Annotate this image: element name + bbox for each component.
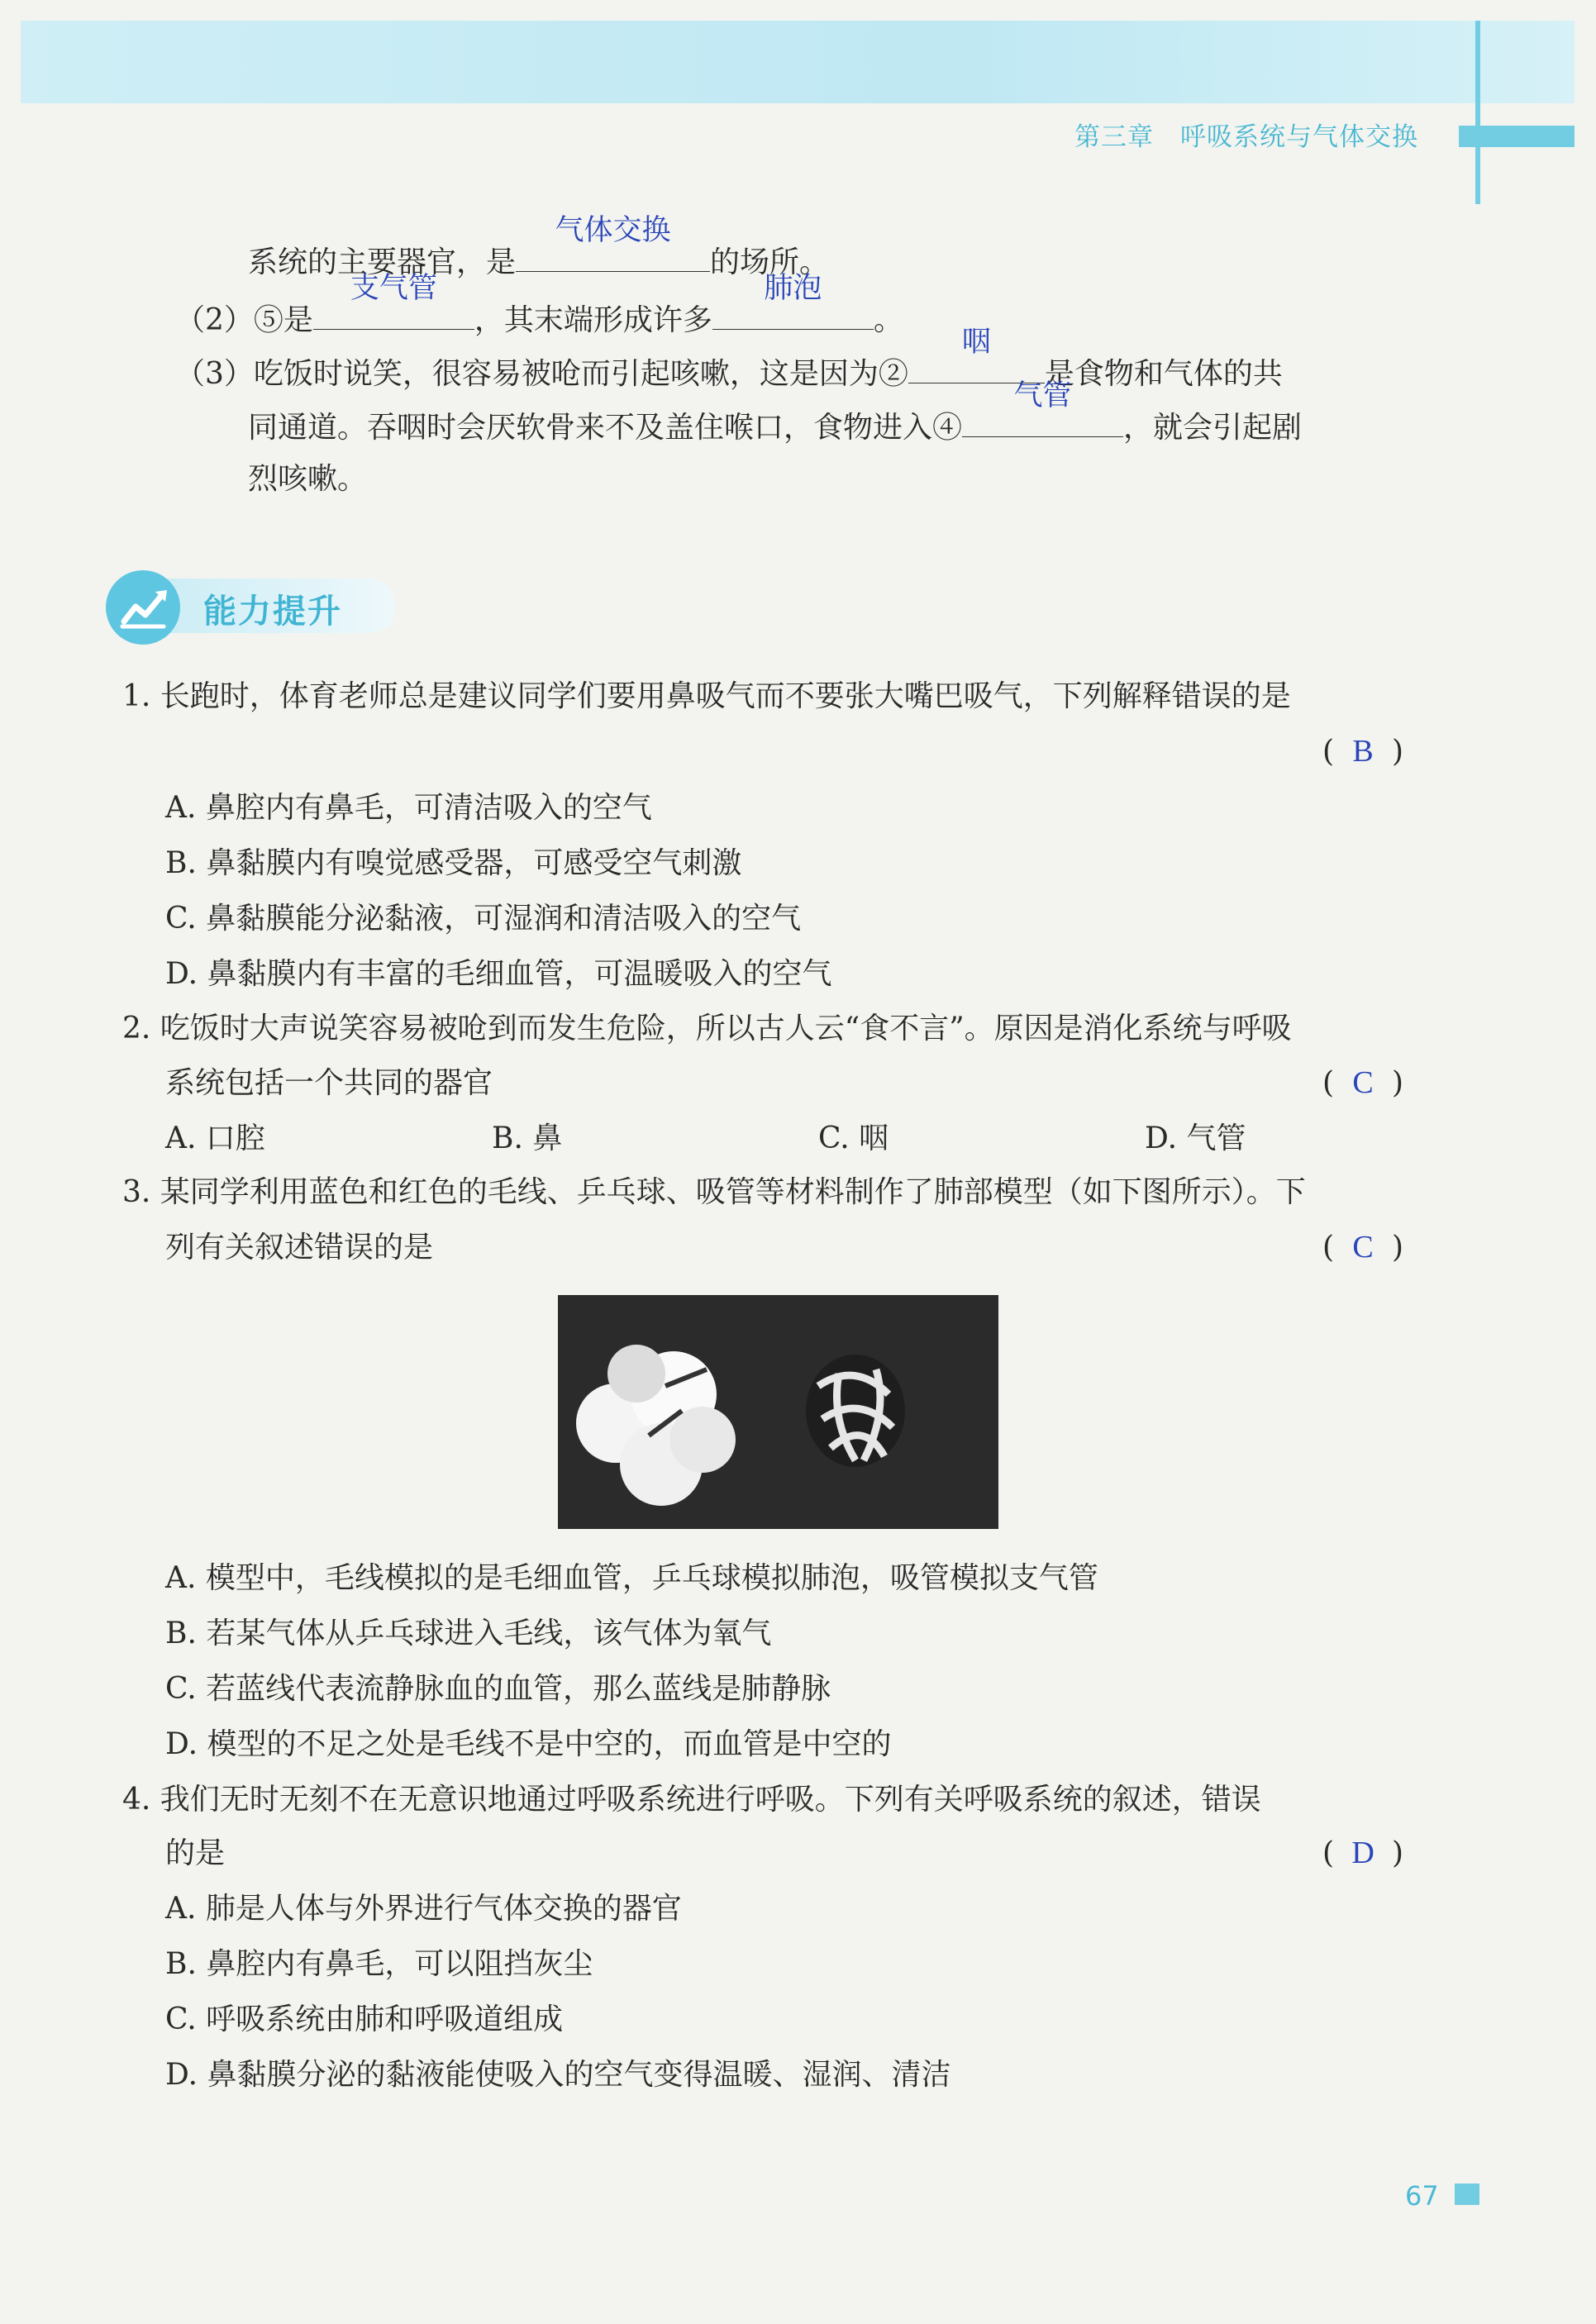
question-3-stem-cont: 列有关叙述错误的是 xyxy=(165,1231,434,1264)
question-2-stem: 2. 吃饭时大声说笑容易被呛到而发生危险，所以古人云“食不言”。原因是消化系统与呼吸 xyxy=(122,1012,1292,1045)
chapter-bar xyxy=(1459,126,1575,147)
text: （2）⑤是 xyxy=(175,303,313,337)
option: C. 若蓝线代表流静脉血的血管，那么蓝线是肺静脉 xyxy=(165,1672,831,1706)
section-header xyxy=(106,570,395,645)
answer-text: 气管 xyxy=(1013,379,1072,412)
answer-blank xyxy=(962,379,1123,437)
answer-text: 咽 xyxy=(961,326,991,359)
option: D. 模型的不足之处是毛线不是中空的，而血管是中空的 xyxy=(165,1727,892,1761)
question-2-answer: ( C ) xyxy=(1322,1065,1404,1100)
chart-growth-icon xyxy=(106,570,180,645)
option: A. 鼻腔内有鼻毛，可清洁吸入的空气 xyxy=(165,791,652,825)
option: A. 模型中，毛线模拟的是毛细血管，乒乓球模拟肺泡，吸管模拟支气管 xyxy=(165,1561,1098,1595)
question-1-stem: 1. 长跑时，体育老师总是建议同学们要用鼻吸气而不要张大嘴巴吸气，下列解释错误的是 xyxy=(122,679,1291,713)
option: C. 鼻黏膜能分泌黏液，可湿润和清洁吸入的空气 xyxy=(165,902,802,936)
answer-blank xyxy=(313,272,474,330)
page-marker xyxy=(1455,2184,1479,2205)
question-4-stem-cont: 的是 xyxy=(165,1836,226,1870)
text: 系统的主要器官，是 xyxy=(248,245,517,279)
header-band xyxy=(21,21,1575,103)
option: B. 若某气体从乒乓球进入毛线，该气体为氧气 xyxy=(165,1617,772,1650)
text: （3）吃饭时说笑，很容易被呛而引起咳嗽，这是因为② xyxy=(175,357,908,391)
option: D. 气管 xyxy=(1145,1122,1246,1155)
text: 。 xyxy=(873,303,903,337)
answer-letter: B xyxy=(1352,734,1374,769)
answer-blank xyxy=(516,214,710,272)
option: B. 鼻黏膜内有嗅觉感受器，可感受空气刺激 xyxy=(165,846,742,880)
text: ，就会引起剧 xyxy=(1123,411,1303,445)
question-1-answer: ( B ) xyxy=(1322,734,1404,769)
option: A. 口腔 xyxy=(165,1122,265,1155)
option: A. 肺是人体与外界进行气体交换的器官 xyxy=(165,1892,682,1926)
fill-line-2 xyxy=(175,272,903,340)
option: B. 鼻腔内有鼻毛，可以阻挡灰尘 xyxy=(165,1947,593,1981)
option: D. 鼻黏膜分泌的黏液能使吸入的空气变得温暖、湿润、清洁 xyxy=(165,2058,951,2092)
question-3-answer: ( C ) xyxy=(1322,1230,1404,1264)
header-divider xyxy=(1475,21,1480,204)
fill-line-4 xyxy=(248,379,1303,447)
text: 的场所。 xyxy=(710,245,830,279)
lung-model-photo xyxy=(558,1295,998,1529)
section-title: 能力提升 xyxy=(203,593,342,631)
fill-line-5: 烈咳嗽。 xyxy=(248,462,368,496)
answer-text: 气体交换 xyxy=(555,214,671,247)
text: 是食物和气体的共 xyxy=(1044,357,1283,391)
answer-text: 支气管 xyxy=(350,272,437,305)
option: D. 鼻黏膜内有丰富的毛细血管，可温暖吸入的空气 xyxy=(165,957,832,991)
option: C. 呼吸系统由肺和呼吸道组成 xyxy=(165,2003,564,2036)
question-2-stem-cont: 系统包括一个共同的器官 xyxy=(165,1066,493,1100)
page-number: 67 xyxy=(1405,2180,1439,2212)
option: B. 鼻 xyxy=(492,1122,563,1155)
answer-letter: C xyxy=(1352,1230,1374,1264)
option: C. 咽 xyxy=(818,1122,889,1155)
question-3-stem: 3. 某同学利用蓝色和红色的毛线、乒乓球、吸管等材料制作了肺部模型（如下图所示）。下 xyxy=(122,1175,1306,1209)
question-4-stem: 4. 我们无时无刻不在无意识地通过呼吸系统进行呼吸。下列有关呼吸系统的叙述，错误 xyxy=(122,1783,1261,1817)
text: 同通道。吞咽时会厌软骨来不及盖住喉口，食物进入④ xyxy=(248,411,963,445)
answer-text: 肺泡 xyxy=(764,272,822,305)
chapter-title: 第三章 呼吸系统与气体交换 xyxy=(1074,122,1418,152)
text: ，其末端形成许多 xyxy=(474,303,712,337)
answer-letter: C xyxy=(1352,1065,1374,1100)
answer-blank xyxy=(712,272,874,330)
question-4-answer: ( D ) xyxy=(1322,1836,1404,1870)
answer-letter: D xyxy=(1351,1836,1374,1870)
